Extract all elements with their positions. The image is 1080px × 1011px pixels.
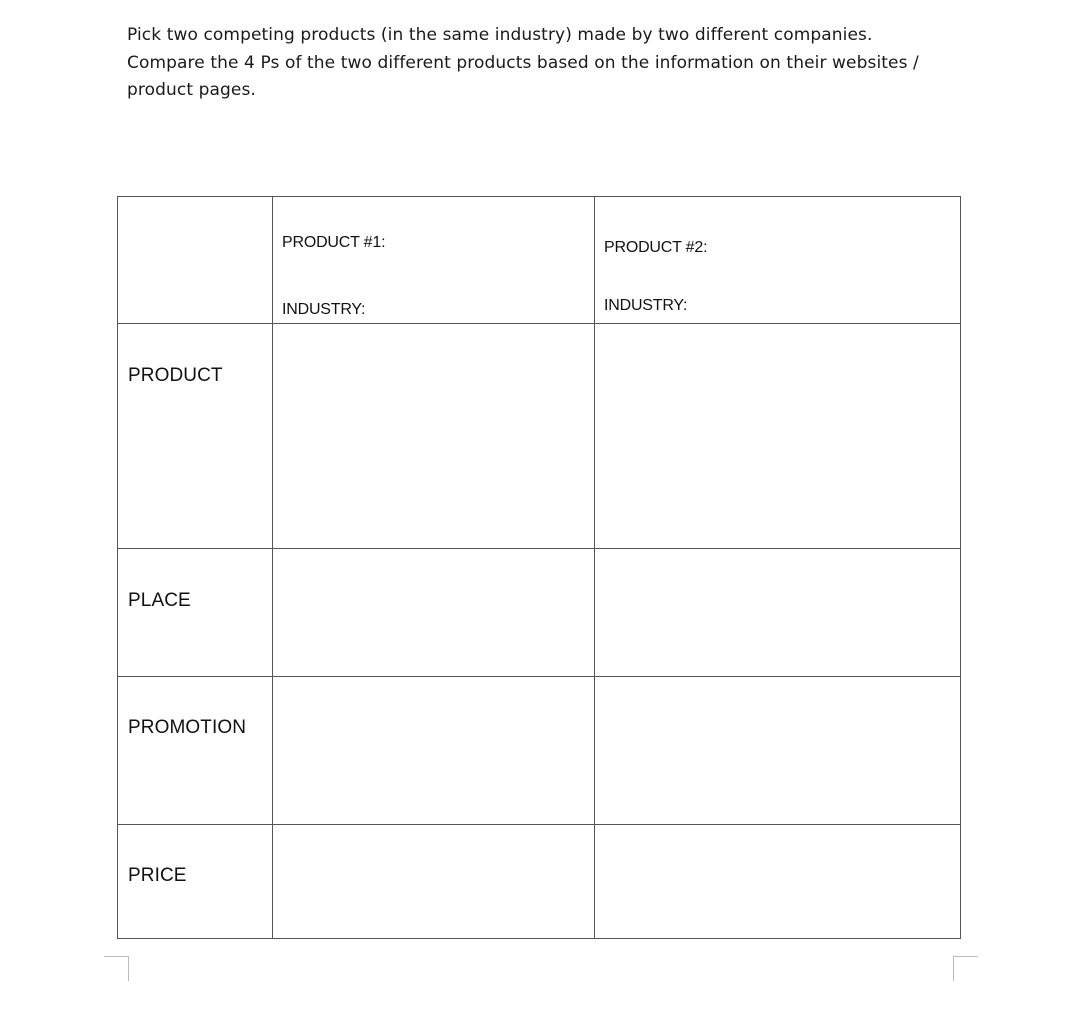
product-2-header-cell[interactable] — [595, 197, 961, 324]
product-1-price-cell[interactable] — [273, 825, 595, 939]
row-label-cell-price — [118, 825, 273, 939]
four-ps-comparison-table — [117, 196, 961, 939]
product-2-name-label: PRODUCT #2: — [604, 239, 708, 256]
table-header-row — [118, 197, 961, 324]
product-2-industry-label: INDUSTRY: — [604, 297, 688, 314]
row-label-cell-promotion — [118, 677, 273, 825]
product-1-product-cell[interactable] — [273, 324, 595, 549]
table-row-product — [118, 324, 961, 549]
instructions-line-3: product pages. — [127, 80, 256, 100]
row-label-cell-place — [118, 549, 273, 677]
row-label-place: PLACE — [128, 590, 191, 611]
product-2-promotion-cell[interactable] — [595, 677, 961, 825]
instructions-line-1: Pick two competing products (in the same industry) made by two different companies. — [127, 25, 873, 45]
product-2-product-cell[interactable] — [595, 324, 961, 549]
row-label-product: PRODUCT — [128, 365, 223, 386]
table-row-price — [118, 825, 961, 939]
row-label-price: PRICE — [128, 865, 187, 886]
product-1-industry-label: INDUSTRY: — [282, 301, 366, 318]
product-2-place-cell[interactable] — [595, 549, 961, 677]
instructions-line-2: Compare the 4 Ps of the two different products based on the information on their websites / — [127, 52, 919, 73]
table-row-promotion — [118, 677, 961, 825]
row-label-cell-product — [118, 324, 273, 549]
product-2-price-cell[interactable] — [595, 825, 961, 939]
empty-corner-cell — [118, 197, 273, 324]
assignment-instructions — [127, 22, 947, 105]
row-label-promotion: PROMOTION — [128, 717, 247, 738]
product-1-place-cell[interactable] — [273, 549, 595, 677]
page-margin-corner-mark-right — [953, 956, 978, 981]
product-1-promotion-cell[interactable] — [273, 677, 595, 825]
page-margin-corner-mark-left — [104, 956, 129, 981]
product-1-name-label: PRODUCT #1: — [282, 234, 386, 251]
product-1-header-cell[interactable] — [273, 197, 595, 324]
table-row-place — [118, 549, 961, 677]
